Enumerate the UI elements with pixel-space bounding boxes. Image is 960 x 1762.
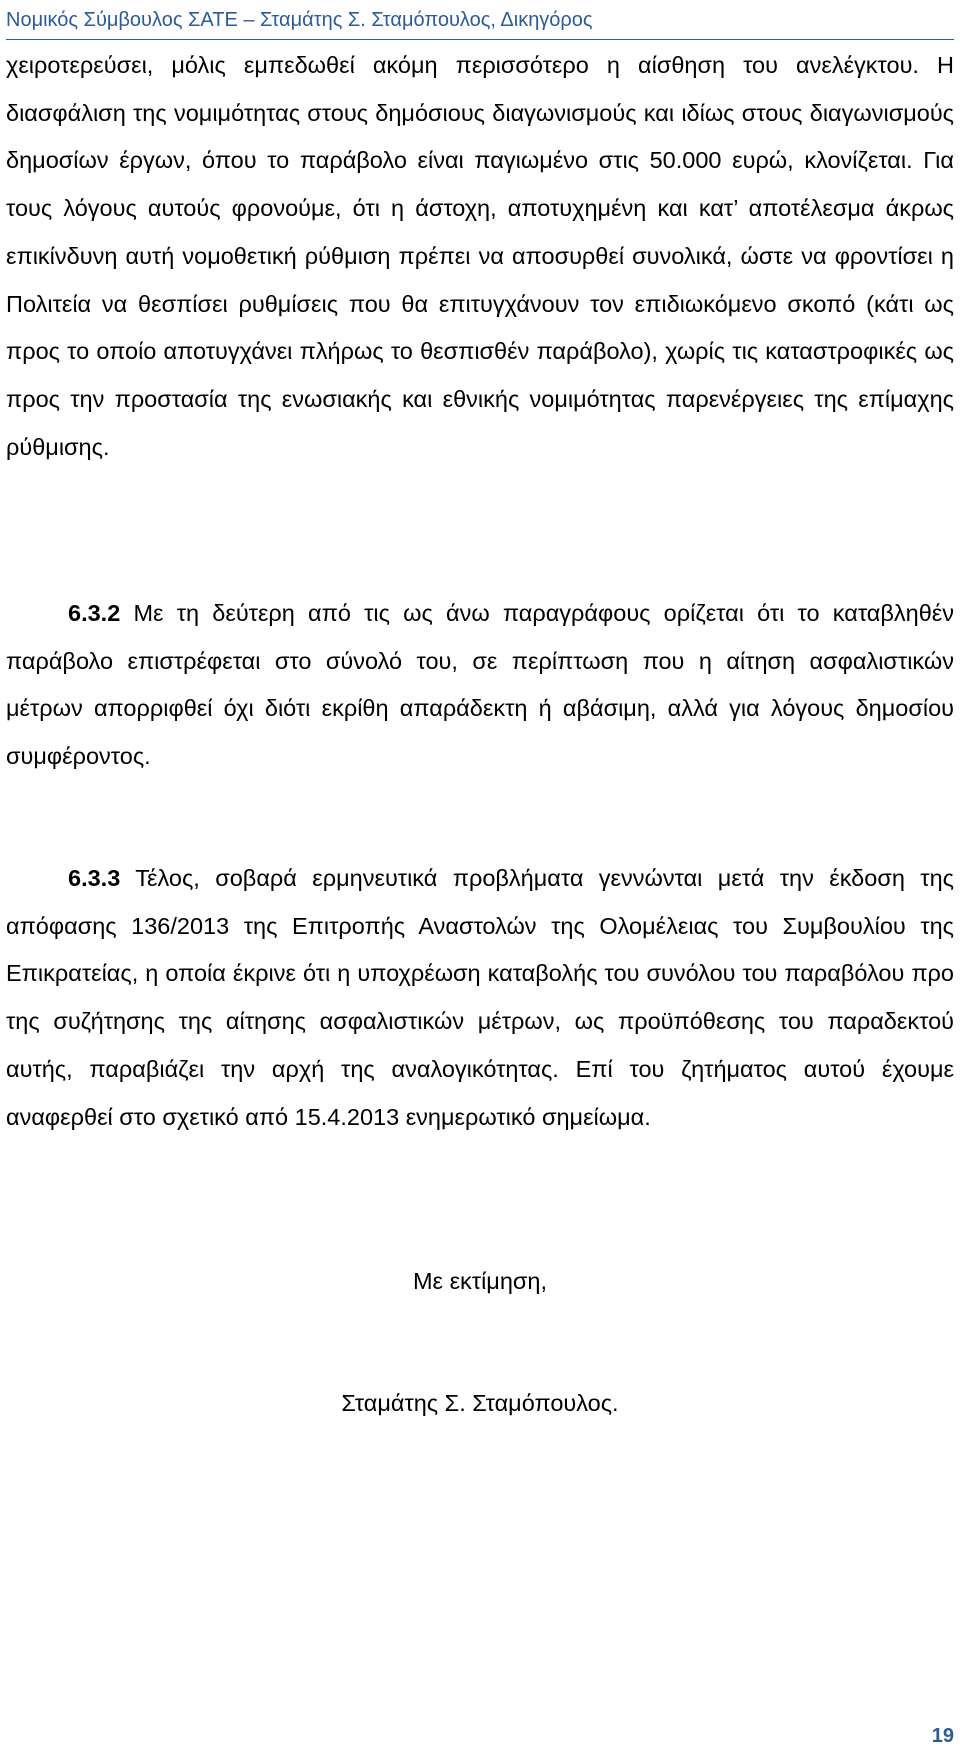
paragraph-continuation: χειροτερεύσει, μόλις εμπεδωθεί ακόμη περισσότερο η αίσθηση του ανελέγκτου. Η διασφάλιση της νομιμότητας στους δημόσιους διαγωνισμούς και ιδίως στους διαγωνισμούς δημοσίων έργων, όπου το παράβολο είναι παγιωμένο στις 50.000 ευρώ, κλονίζεται. Για τους λόγους αυτούς φρονούμε, ότι η άστοχη, αποτυχημένη και κατ’ αποτέλεσμα άκρως επικίνδυνη αυτή νομοθετική ρύθμιση πρέπει να αποσυρθεί συνολικά, ώστε να φροντίσει η Πολιτεία να θεσπίσει ρυθμίσεις που θα επιτυγχάνουν τον επιδιωκόμενο σκοπό (κάτι ως προς το οποίο αποτυγχάνει πλήρως το θεσπισθέν παράβολο), χωρίς τις καταστροφικές ως προς την προστασία της ενωσιακής και εθνικής νομιμότητας παρενέργειες της επίμαχης ρύθμισης.: [6, 52, 954, 460]
section-text: Με τη δεύτερη από τις ως άνω παραγράφους ορίζεται ότι το καταβληθέν παράβολο επιστρέφεται στο σύνολό του, σε περίπτωση που η αίτηση ασφαλιστικών μέτρων απορριφθεί όχι διότι εκρίθη απαράδεκτη ή αβάσιμη, αλλά για λόγους δημοσίου συμφέροντος.: [6, 600, 954, 770]
closing-greeting: Με εκτίμηση,: [412, 1268, 548, 1294]
page-number: 19: [931, 1725, 954, 1747]
header-text: Νομικός Σύμβουλος ΣΑΤΕ – Σταμάτης Σ. Σταμόπουλος, Δικηγόρος: [6, 9, 593, 31]
section-number: 6.3.2: [68, 600, 121, 626]
section-number: 6.3.3: [68, 865, 121, 891]
section-text: Τέλος, σοβαρά ερμηνευτικά προβλήματα γεννώνται μετά την έκδοση της απόφασης 136/2013 της Επιτροπής Αναστολών της Ολομέλειας του Συμβουλίου της Επικρατείας, η οποία έκρινε ότι η υποχρέωση καταβολής του συνόλου του παραβόλου προ της συζήτησης της αίτησης ασφαλιστικών μέτρων, ως προϋπόθεσης του παραδεκτού αυτής, παραβιάζει την αρχή της αναλογικότητας. Επί του ζητήματος αυτού έχουμε αναφερθεί στο σχετικό από 15.4.2013 ενημερωτικό σημείωμα.: [6, 865, 954, 1130]
paragraph-section-6-3-2: [6, 590, 954, 781]
paragraph-section-6-3-3: [6, 855, 954, 1141]
page-header: [6, 6, 954, 40]
closing-signature: Σταμάτης Σ. Σταμόπουλος.: [341, 1390, 619, 1416]
